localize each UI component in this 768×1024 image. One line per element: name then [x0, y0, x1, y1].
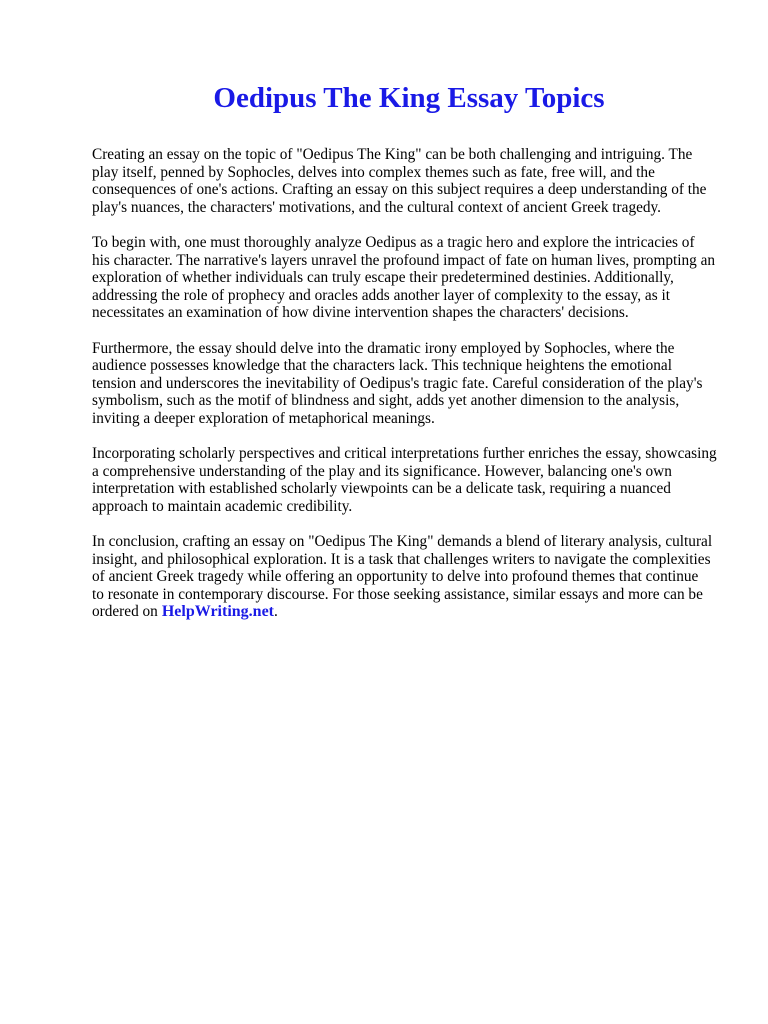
text-line: addressing the role of prophecy and oracles adds another layer of complexity to the essay, as it	[92, 286, 670, 304]
text-line: play's nuances, the characters' motivations, and the cultural context of ancient Greek tragedy.	[92, 198, 662, 216]
paragraph-1	[92, 146, 732, 216]
text-line: Incorporating scholarly perspectives and critical interpretations further enriches the essay, showcasing	[92, 445, 717, 463]
text-line: audience possesses knowledge that the characters lack. This technique heightens the emotional	[92, 357, 672, 375]
text-line: play itself, penned by Sophocles, delves into complex themes such as fate, free will, and the	[92, 163, 655, 181]
text-line: his character. The narrative's layers unravel the profound impact of fate on human lives, prompting an	[92, 251, 716, 269]
paragraph-2	[92, 234, 732, 322]
paragraph-5	[92, 533, 732, 621]
helpwriting-link[interactable]: HelpWriting.net	[161, 603, 274, 621]
text-line: exploration of whether individuals can truly escape their predetermined destinies. Additionally,	[92, 269, 674, 287]
text-line: to resonate in contemporary discourse. For those seeking assistance, similar essays and more can be	[92, 585, 703, 603]
text-line: Furthermore, the essay should delve into the dramatic irony employed by Sophocles, where the	[92, 339, 675, 357]
text-line: Creating an essay on the topic of "Oedipus The King" can be both challenging and intriguing. The	[92, 146, 693, 163]
text-line: insight, and philosophical exploration. It is a task that challenges writers to navigate the complexities	[92, 550, 711, 568]
final-line-prefix: ordered on	[92, 603, 158, 621]
text-line: To begin with, one must thoroughly analyze Oedipus as a tragic hero and explore the intricacies of	[92, 233, 695, 251]
text-line: In conclusion, crafting an essay on "Oedipus The King" demands a blend of literary analysis, cultural	[92, 533, 713, 551]
text-line: symbolism, such as the motif of blindness and sight, adds yet another dimension to the analysis,	[92, 392, 680, 410]
text-line: consequences of one's actions. Crafting an essay on this subject requires a deep understanding of the	[92, 181, 707, 199]
essay-body	[92, 146, 732, 639]
text-line: a comprehensive understanding of the play and its significance. However, balancing one's own	[92, 462, 672, 480]
text-line-final	[92, 603, 732, 621]
text-line: inviting a deeper exploration of metaphorical meanings.	[92, 409, 435, 427]
final-line-suffix: .	[274, 603, 278, 621]
paragraph-4	[92, 445, 732, 515]
text-line: approach to maintain academic credibility.	[92, 497, 353, 515]
page-title: Oedipus The King Essay Topics	[213, 82, 605, 114]
text-line: interpretation with established scholarly viewpoints can be a delicate task, requiring a nuanced	[92, 480, 671, 498]
text-line: of ancient Greek tragedy while offering an opportunity to delve into profound themes that continue	[92, 568, 699, 586]
paragraph-3	[92, 340, 732, 428]
text-line: tension and underscores the inevitability of Oedipus's tragic fate. Careful consideration of the play's	[92, 374, 703, 392]
text-line: necessitates an examination of how divine intervention shapes the characters' decisions.	[92, 304, 629, 322]
